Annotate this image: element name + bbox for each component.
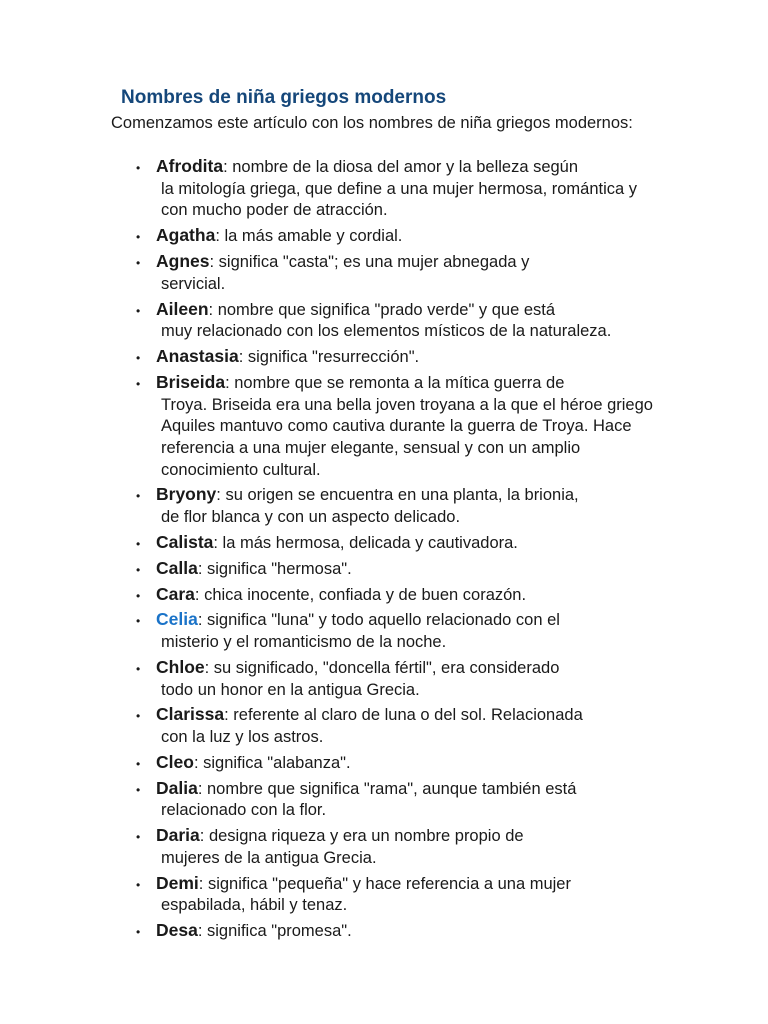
bullet-icon: •	[136, 830, 141, 845]
bullet-icon: •	[136, 489, 141, 504]
bullet-icon: •	[136, 782, 141, 797]
term-definition: : su significado, "doncella fértil", era considerado	[204, 658, 560, 677]
list-item	[136, 825, 656, 869]
bullet-icon: •	[136, 588, 141, 603]
list-item	[136, 704, 656, 748]
term-definition: : significa "alabanza".	[193, 753, 351, 772]
term-definition: : nombre que significa "prado verde" y que está	[208, 300, 556, 319]
list-item	[136, 558, 656, 581]
list-item	[136, 299, 656, 343]
term-definition: : significa "luna" y todo aquello relacionado con el	[197, 611, 560, 630]
bullet-icon: •	[136, 709, 141, 724]
bullet-icon: •	[136, 614, 141, 629]
term-name: Calista	[156, 531, 214, 552]
term-name: Desa	[156, 920, 198, 941]
intro-paragraph: Comenzamos este artículo con los nombres de niña griegos modernos:	[111, 114, 633, 132]
bullet-icon: •	[136, 562, 141, 577]
bullet-icon: •	[136, 877, 141, 892]
term-definition: : nombre que se remonta a la mítica guerra de	[225, 373, 565, 392]
term-name: Cara	[156, 583, 195, 604]
section-heading: Nombres de niña griegos modernos	[121, 87, 447, 108]
list-item	[136, 372, 656, 482]
term-name: Aileen	[156, 298, 209, 319]
term-definition-continued: con la luz y los astros.	[161, 728, 324, 746]
term-definition: : designa riqueza y era un nombre propio de	[199, 827, 524, 846]
list-item	[136, 873, 656, 917]
list-item	[136, 584, 656, 607]
list-item	[136, 778, 656, 822]
term-definition: : nombre de la diosa del amor y la belleza según	[223, 158, 579, 176]
term-name: Calla	[156, 557, 198, 578]
term-name: Agnes	[156, 251, 210, 271]
term-definition-continued: de flor blanca y con un aspecto delicado.	[161, 508, 461, 527]
term-definition-continued: todo un honor en la antigua Grecia.	[161, 680, 420, 699]
bullet-icon: •	[136, 756, 141, 771]
term-name: Dalia	[156, 777, 198, 798]
bullet-icon: •	[136, 536, 141, 551]
term-definition: : chica inocente, confiada y de buen corazón.	[194, 585, 527, 604]
list-item	[136, 657, 656, 701]
names-list	[136, 156, 656, 946]
term-definition-continued: muy relacionado con los elementos místicos de la naturaleza.	[161, 322, 612, 341]
term-definition-continued: espabilada, hábil y tenaz.	[161, 896, 348, 915]
term-definition: : significa "casta"; es una mujer abnegada y	[209, 253, 530, 271]
term-definition: : su origen se encuentra en una planta, la brionia,	[216, 486, 579, 505]
list-item	[136, 532, 656, 555]
term-definition: : la más amable y cordial.	[215, 227, 403, 246]
term-name: Anastasia	[156, 346, 239, 366]
list-item	[136, 752, 656, 775]
list-item	[136, 609, 656, 653]
bullet-icon: •	[136, 925, 141, 940]
term-definition-continued: relacionado con la flor.	[161, 801, 327, 820]
term-definition-continued: misterio y el romanticismo de la noche.	[161, 633, 447, 651]
bullet-icon: •	[136, 256, 141, 270]
term-definition: : significa "pequeña" y hace referencia a una mujer	[198, 874, 571, 893]
list-item	[136, 346, 656, 369]
term-name: Chloe	[156, 656, 205, 677]
list-item	[136, 484, 656, 528]
bullet-icon: •	[136, 230, 141, 245]
term-definition-continued: Troya. Briseida era una bella joven troyana a la que el héroe griego Aquiles mantuvo como cautiva durante la guerra de Troya. Hace referencia a una mujer elegante, sensual y con un amplio conocimiento cultural.	[161, 395, 653, 479]
list-item	[136, 225, 656, 248]
term-definition-continued: mujeres de la antigua Grecia.	[161, 848, 377, 867]
term-definition: : significa "hermosa".	[197, 559, 352, 578]
term-definition: : referente al claro de luna o del sol. Relacionada	[224, 706, 583, 725]
term-definition: : la más hermosa, delicada y cautivadora.	[213, 533, 518, 552]
term-name: Daria	[156, 825, 200, 846]
list-item	[136, 920, 656, 943]
term-name: Clarissa	[156, 704, 225, 725]
term-name: Cleo	[156, 751, 194, 772]
bullet-icon: •	[136, 351, 141, 365]
list-item	[136, 156, 656, 222]
bullet-icon: •	[136, 303, 141, 318]
term-name: Afrodita	[156, 156, 224, 176]
bullet-icon: •	[136, 376, 141, 391]
bullet-icon: •	[136, 661, 141, 676]
term-name: Demi	[156, 872, 199, 893]
bullet-icon: •	[136, 161, 141, 175]
term-name: Bryony	[156, 484, 217, 505]
term-name: Agatha	[156, 225, 216, 246]
term-definition-continued: servicial.	[161, 274, 226, 293]
list-item	[136, 251, 656, 295]
term-definition-continued: la mitología griega, que define a una mujer hermosa, romántica y con mucho poder de atracción.	[161, 179, 638, 220]
term-definition: : significa "resurrección".	[238, 348, 420, 366]
term-definition: : significa "promesa".	[197, 922, 352, 941]
term-definition: : nombre que significa "rama", aunque también está	[197, 779, 577, 798]
term-link[interactable]: Celia	[156, 609, 198, 630]
term-name: Briseida	[156, 371, 226, 392]
